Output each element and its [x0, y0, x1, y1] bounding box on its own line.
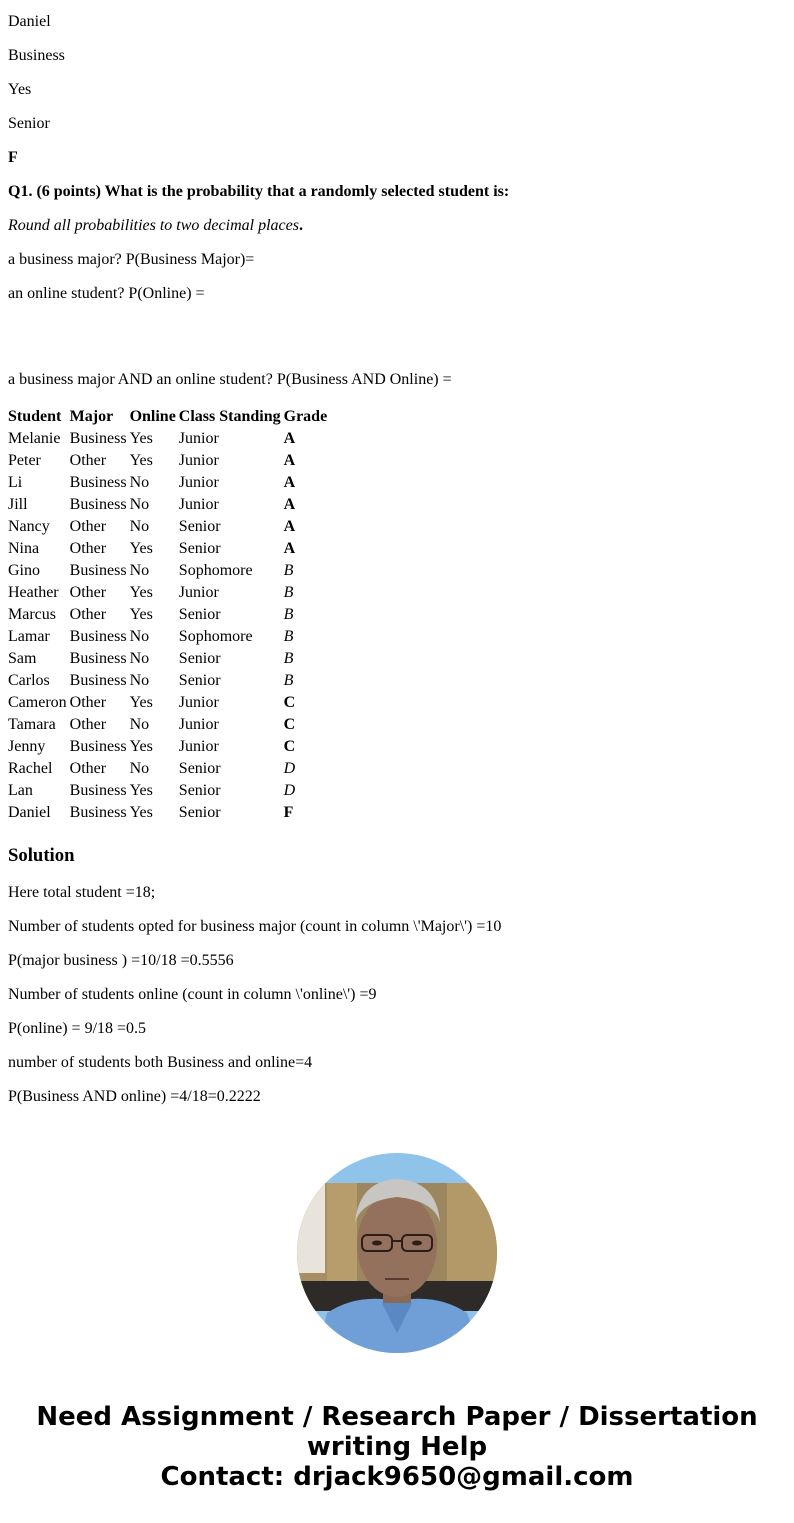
cell-online: No	[129, 518, 150, 535]
cell-online: Yes	[129, 584, 153, 601]
column-header-student: Student	[8, 408, 62, 425]
cell-major: Other	[69, 584, 107, 601]
cell-grade: A	[283, 496, 296, 513]
orphan-student-name: Daniel	[8, 13, 51, 30]
cell-class-standing: Senior	[178, 760, 221, 777]
portrait-icon	[297, 1153, 497, 1353]
cell-class-standing: Junior	[178, 474, 219, 491]
cell-online: No	[129, 760, 150, 777]
cell-online: Yes	[129, 694, 153, 711]
instruction-text: Round all probabilities to two decimal places	[8, 217, 299, 234]
orphan-online: Yes	[8, 81, 32, 98]
cell-online: No	[129, 628, 150, 645]
solution-line-p-both: P(Business AND online) =4/18=0.2222	[8, 1088, 261, 1105]
cell-student: Nancy	[8, 518, 50, 535]
column-header-class-standing: Class Standing	[178, 408, 281, 425]
cell-online: Yes	[129, 782, 153, 799]
cell-class-standing: Senior	[178, 672, 221, 689]
cell-grade: A	[283, 430, 296, 447]
table-row	[8, 802, 327, 824]
cell-student: Nina	[8, 540, 40, 557]
cell-student: Li	[8, 474, 23, 491]
cell-major: Business	[69, 430, 127, 447]
table-row	[8, 494, 327, 516]
column-header-grade: Grade	[283, 408, 328, 425]
cell-student: Peter	[8, 452, 41, 469]
question-title: Q1. (6 points) What is the probability that a randomly selected student is:	[8, 183, 510, 200]
cell-class-standing: Junior	[178, 430, 219, 447]
cell-class-standing: Junior	[178, 452, 219, 469]
table-row	[8, 736, 327, 758]
cell-major: Other	[69, 452, 107, 469]
cell-student: Lan	[8, 782, 33, 799]
cell-student: Cameron	[8, 694, 67, 711]
banner-line-2: writing Help	[306, 1432, 488, 1462]
cell-online: Yes	[129, 430, 153, 447]
cell-class-standing: Senior	[178, 804, 221, 821]
contact-banner	[0, 1402, 794, 1492]
question-part-business-and-online: a business major AND an online student? P(Business AND Online) =	[8, 371, 452, 388]
cell-major: Business	[69, 474, 127, 491]
question-part-business: a business major? P(Business Major)=	[8, 251, 255, 268]
table-row	[8, 670, 327, 692]
cell-major: Other	[69, 694, 107, 711]
solution-line-business-count: Number of students opted for business major (count in column \'Major\') =10	[8, 918, 502, 935]
table-row	[8, 472, 327, 494]
solution-heading: Solution	[8, 845, 75, 866]
cell-student: Jill	[8, 496, 28, 513]
table-row	[8, 692, 327, 714]
instruction-period: .	[298, 217, 303, 234]
cell-major: Other	[69, 518, 107, 535]
cell-online: No	[129, 672, 150, 689]
cell-class-standing: Junior	[178, 584, 219, 601]
table-row	[8, 516, 327, 538]
cell-online: No	[129, 562, 150, 579]
cell-grade: B	[283, 562, 294, 579]
cell-grade: D	[283, 782, 296, 799]
cell-major: Other	[69, 760, 107, 777]
cell-grade: B	[283, 584, 294, 601]
cell-class-standing: Junior	[178, 716, 219, 733]
cell-student: Daniel	[8, 804, 51, 821]
table-row	[8, 604, 327, 626]
cell-student: Sam	[8, 650, 37, 667]
cell-student: Rachel	[8, 760, 53, 777]
cell-student: Carlos	[8, 672, 50, 689]
cell-online: No	[129, 716, 150, 733]
table-row	[8, 428, 327, 450]
cell-major: Business	[69, 738, 127, 755]
cell-class-standing: Senior	[178, 518, 221, 535]
cell-student: Marcus	[8, 606, 56, 623]
cell-major: Business	[69, 650, 127, 667]
cell-grade: A	[283, 474, 296, 491]
table-row	[8, 714, 327, 736]
cell-grade: B	[283, 606, 294, 623]
cell-student: Jenny	[8, 738, 46, 755]
cell-class-standing: Junior	[178, 694, 219, 711]
cell-grade: A	[283, 540, 296, 557]
cell-grade: C	[283, 738, 296, 755]
cell-online: Yes	[129, 804, 153, 821]
orphan-standing: Senior	[8, 115, 50, 132]
cell-online: Yes	[129, 738, 153, 755]
cell-major: Business	[69, 804, 127, 821]
cell-grade: A	[283, 452, 296, 469]
solution-line-both-count: number of students both Business and online=4	[8, 1054, 313, 1071]
cell-major: Other	[69, 606, 107, 623]
cell-online: No	[129, 650, 150, 667]
cell-major: Business	[69, 672, 127, 689]
table-row	[8, 538, 327, 560]
cell-grade: B	[283, 628, 294, 645]
cell-class-standing: Sophomore	[178, 628, 253, 645]
cell-grade: C	[283, 694, 296, 711]
orphan-major: Business	[8, 47, 65, 64]
table-row	[8, 758, 327, 780]
cell-major: Business	[69, 628, 127, 645]
cell-student: Heather	[8, 584, 59, 601]
cell-class-standing: Sophomore	[178, 562, 253, 579]
cell-class-standing: Senior	[178, 606, 221, 623]
cell-class-standing: Senior	[178, 650, 221, 667]
cell-student: Gino	[8, 562, 40, 579]
cell-grade: F	[283, 804, 294, 821]
solution-line-p-business: P(major business ) =10/18 =0.5556	[8, 952, 234, 969]
orphan-grade: F	[8, 149, 18, 166]
cell-class-standing: Senior	[178, 540, 221, 557]
cell-online: Yes	[129, 452, 153, 469]
student-table	[5, 406, 330, 824]
cell-class-standing: Junior	[178, 496, 219, 513]
table-row	[8, 450, 327, 472]
cell-major: Business	[69, 562, 127, 579]
cell-online: Yes	[129, 606, 153, 623]
cell-class-standing: Senior	[178, 782, 221, 799]
solution-line-p-online: P(online) = 9/18 =0.5	[8, 1020, 147, 1037]
cell-grade: B	[283, 672, 294, 689]
cell-major: Other	[69, 540, 107, 557]
table-row	[8, 560, 327, 582]
cell-grade: C	[283, 716, 296, 733]
question-instruction	[8, 217, 303, 235]
cell-student: Tamara	[8, 716, 56, 733]
cell-major: Business	[69, 496, 127, 513]
question-part-online: an online student? P(Online) =	[8, 285, 205, 302]
solution-line-online-count: Number of students online (count in column \'online\') =9	[8, 986, 377, 1003]
column-header-online: Online	[129, 408, 176, 425]
table-header-row	[8, 406, 327, 428]
cell-major: Other	[69, 716, 107, 733]
column-header-major: Major	[69, 408, 114, 425]
cell-student: Lamar	[8, 628, 50, 645]
cell-student: Melanie	[8, 430, 61, 447]
cell-grade: A	[283, 518, 296, 535]
table-row	[8, 648, 327, 670]
author-photo	[297, 1153, 497, 1353]
cell-grade: B	[283, 650, 294, 667]
cell-online: No	[129, 474, 150, 491]
cell-class-standing: Junior	[178, 738, 219, 755]
table-body	[8, 428, 327, 824]
table-row	[8, 582, 327, 604]
cell-online: Yes	[129, 540, 153, 557]
cell-online: No	[129, 496, 150, 513]
table-row	[8, 780, 327, 802]
cell-major: Business	[69, 782, 127, 799]
table-row	[8, 626, 327, 648]
solution-line-total: Here total student =18;	[8, 884, 156, 901]
cell-grade: D	[283, 760, 296, 777]
banner-contact-line: Contact: drjack9650@gmail.com	[160, 1462, 634, 1492]
banner-line-1: Need Assignment / Research Paper / Dissertation	[36, 1402, 758, 1432]
